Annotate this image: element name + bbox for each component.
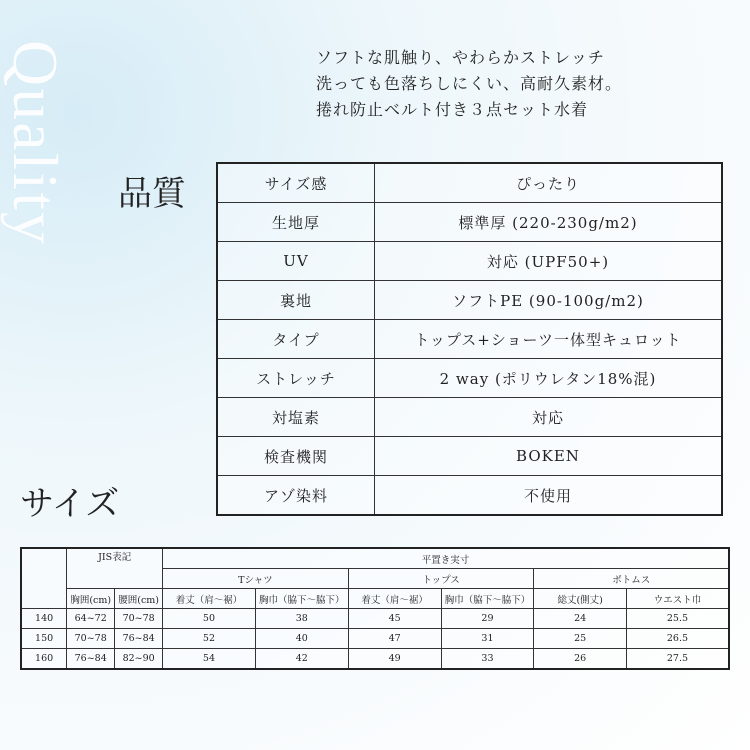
size-header-row bbox=[21, 548, 729, 569]
column-header: 総丈(側丈) bbox=[534, 589, 627, 609]
group-header-tshirt: Tシャツ bbox=[163, 569, 349, 589]
table-cell: 33 bbox=[441, 649, 534, 670]
spec-value: ぴったり bbox=[375, 163, 723, 203]
spec-key: ストレッチ bbox=[217, 359, 375, 398]
spec-key: 生地厚 bbox=[217, 203, 375, 242]
spec-row bbox=[217, 398, 722, 437]
spec-value: トップス+ショーツ一体型キュロット bbox=[375, 320, 723, 359]
spec-row bbox=[217, 320, 722, 359]
spec-value: 標準厚 (220-230g/m2) bbox=[375, 203, 723, 242]
tagline-line: 洗っても色落ちしにくい、高耐久素材。 bbox=[316, 74, 623, 93]
table-cell: 54 bbox=[163, 649, 256, 670]
table-cell: 25 bbox=[534, 629, 627, 649]
column-header: 胸巾（脇下〜脇下） bbox=[441, 589, 534, 609]
table-cell: 50 bbox=[163, 609, 256, 629]
spec-row bbox=[217, 242, 722, 281]
table-cell: 45 bbox=[348, 609, 441, 629]
column-header: ウエスト巾 bbox=[626, 589, 729, 609]
size-table bbox=[20, 547, 730, 670]
spec-row bbox=[217, 163, 722, 203]
table-cell: 26 bbox=[534, 649, 627, 670]
quality-heading: 品質 bbox=[118, 174, 186, 214]
quality-watermark: Quality bbox=[0, 40, 71, 246]
table-cell: 49 bbox=[348, 649, 441, 670]
table-cell: 76~84 bbox=[115, 629, 163, 649]
group-header-bottoms: ボトムス bbox=[534, 569, 729, 589]
spec-table bbox=[216, 162, 723, 516]
spec-key: 検査機関 bbox=[217, 437, 375, 476]
table-cell: 40 bbox=[255, 629, 348, 649]
table-cell: 70~78 bbox=[115, 609, 163, 629]
spec-key: 対塩素 bbox=[217, 398, 375, 437]
spec-key: UV bbox=[217, 242, 375, 281]
tagline bbox=[316, 45, 622, 123]
table-cell: 29 bbox=[441, 609, 534, 629]
column-header: 腰囲(cm) bbox=[115, 589, 163, 609]
spec-value: 対応 (UPF50+) bbox=[375, 242, 723, 281]
size-label: 160 bbox=[21, 649, 67, 670]
spec-key: タイプ bbox=[217, 320, 375, 359]
column-header: 着丈（肩〜裾） bbox=[348, 589, 441, 609]
size-heading: サイズ bbox=[20, 484, 120, 524]
table-cell: 52 bbox=[163, 629, 256, 649]
column-header: 着丈（肩〜裾） bbox=[163, 589, 256, 609]
table-cell: 47 bbox=[348, 629, 441, 649]
spec-row bbox=[217, 203, 722, 242]
spec-key: サイズ感 bbox=[217, 163, 375, 203]
table-cell: 26.5 bbox=[626, 629, 729, 649]
spec-row bbox=[217, 359, 722, 398]
table-cell: 70~78 bbox=[67, 629, 115, 649]
spec-key: アゾ染料 bbox=[217, 476, 375, 516]
spec-value: ソフトPE (90-100g/m2) bbox=[375, 281, 723, 320]
size-label: 150 bbox=[21, 629, 67, 649]
size-column-row bbox=[21, 589, 729, 609]
spec-row bbox=[217, 476, 722, 516]
table-cell: 64~72 bbox=[67, 609, 115, 629]
jis-header: JIS表記 bbox=[67, 548, 163, 589]
tagline-line: 捲れ防止ベルト付き３点セット水着 bbox=[316, 100, 589, 119]
table-cell: 42 bbox=[255, 649, 348, 670]
spec-row bbox=[217, 437, 722, 476]
spec-value: 不使用 bbox=[375, 476, 723, 516]
spec-row bbox=[217, 281, 722, 320]
table-cell: 25.5 bbox=[626, 609, 729, 629]
spec-key: 裏地 bbox=[217, 281, 375, 320]
spec-value: 対応 bbox=[375, 398, 723, 437]
table-cell: 82~90 bbox=[115, 649, 163, 670]
column-header: 胸囲(cm) bbox=[67, 589, 115, 609]
table-row bbox=[21, 629, 729, 649]
tagline-line: ソフトな肌触り、やわらかストレッチ bbox=[316, 48, 605, 67]
spec-value: 2 way (ポリウレタン18%混) bbox=[375, 359, 723, 398]
table-row bbox=[21, 649, 729, 670]
group-header-tops: トップス bbox=[348, 569, 534, 589]
column-header: 胸巾（脇下〜脇下） bbox=[255, 589, 348, 609]
table-cell: 24 bbox=[534, 609, 627, 629]
size-label: 140 bbox=[21, 609, 67, 629]
table-cell: 31 bbox=[441, 629, 534, 649]
table-cell: 27.5 bbox=[626, 649, 729, 670]
table-row bbox=[21, 609, 729, 629]
table-cell: 76~84 bbox=[67, 649, 115, 670]
size-corner-cell bbox=[21, 548, 67, 609]
flat-header: 平置き実寸 bbox=[163, 548, 729, 569]
table-cell: 38 bbox=[255, 609, 348, 629]
spec-value: BOKEN bbox=[375, 437, 723, 476]
